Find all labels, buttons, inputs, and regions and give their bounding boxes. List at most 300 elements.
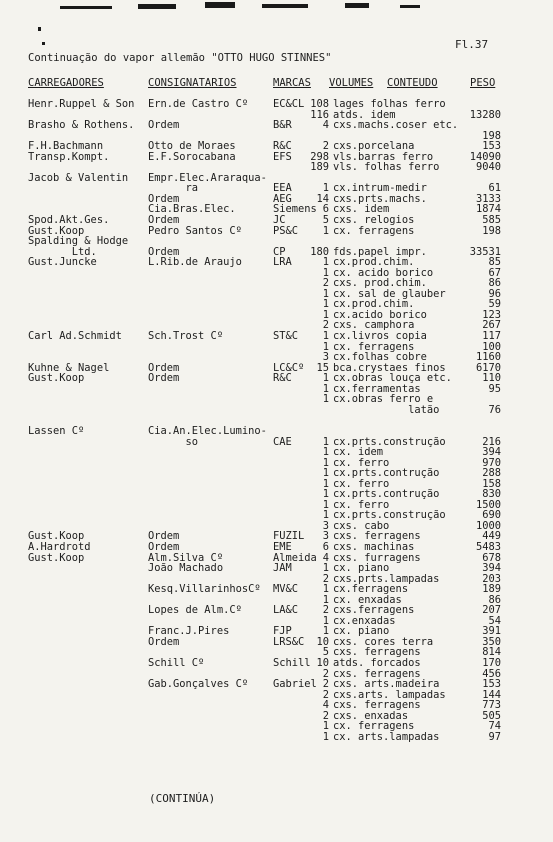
contents-cell: cx.prts.construção xyxy=(333,436,446,448)
scan-speck xyxy=(60,6,112,9)
weight-cell: 773 xyxy=(482,700,501,711)
consignee-cell: Alm.Silva Cº xyxy=(148,552,224,564)
contents-cell: cxs. machinas xyxy=(333,541,415,553)
shipper-cell: Kuhne & Nagel xyxy=(28,362,110,374)
weight-cell: 394 xyxy=(482,563,501,574)
volumes-cell: 180 xyxy=(310,246,329,258)
table-row xyxy=(0,342,553,353)
volumes-cell: 1 xyxy=(322,468,329,479)
header-volumes: VOLUMES xyxy=(329,77,374,89)
weight-cell: 85 xyxy=(488,257,501,268)
contents-cell: cxs.porcelana xyxy=(333,141,415,152)
marks-cell: Schill xyxy=(273,657,311,669)
marks-cell: Almeida xyxy=(273,552,317,564)
volumes-cell: 1 xyxy=(322,183,329,194)
volumes-cell: 1 xyxy=(322,257,329,268)
marks-cell: JAM xyxy=(273,563,292,574)
marks-cell: FJP xyxy=(273,626,292,637)
table-row xyxy=(0,690,553,701)
table-row xyxy=(0,531,553,542)
shipper-cell: F.H.Bachmann xyxy=(28,141,104,152)
volumes-cell: 1 xyxy=(322,731,329,743)
table-row xyxy=(0,521,553,532)
contents-cell: cx. sal de glauber xyxy=(333,288,446,300)
weight-cell: 3133 xyxy=(475,193,501,205)
manifest-table xyxy=(0,99,553,742)
marks-cell: LRA xyxy=(273,257,292,268)
volumes-cell: 1 xyxy=(322,267,329,279)
weight-cell: 86 xyxy=(488,594,501,606)
shipper-cell: Spalding & Hodge xyxy=(28,236,129,247)
consignee-cell: Ordem xyxy=(148,373,180,384)
contents-cell: cx.livros copia xyxy=(333,331,427,342)
volumes-cell: 1 xyxy=(322,510,329,521)
table-row xyxy=(0,574,553,585)
table-row xyxy=(0,363,553,374)
volumes-cell: 1 xyxy=(322,394,329,405)
contents-cell: cxs.machs.coser etc. xyxy=(333,120,459,131)
weight-cell: 110 xyxy=(482,373,501,384)
marks-cell: B&R xyxy=(273,120,292,131)
table-row xyxy=(0,131,553,142)
weight-cell: 97 xyxy=(488,731,501,743)
table-row xyxy=(0,278,553,289)
consignee-cell: Ordem xyxy=(148,531,180,542)
shipper-cell: Ltd. xyxy=(28,246,97,258)
volumes-cell: 2 xyxy=(322,679,329,690)
weight-cell: 100 xyxy=(482,341,501,353)
weight-cell: 1500 xyxy=(475,499,501,511)
contents-cell: cx. ferragens xyxy=(333,721,415,732)
volumes-cell: 2 xyxy=(322,141,329,152)
contents-cell: cxs. ferragens xyxy=(333,647,421,658)
consignee-cell: Ordem xyxy=(148,215,180,226)
contents-cell: cx. ferro xyxy=(333,499,390,511)
table-row xyxy=(0,204,553,215)
weight-cell: 690 xyxy=(482,510,501,521)
volumes-cell: 2 xyxy=(322,605,329,616)
volumes-cell: 2 xyxy=(322,320,329,332)
contents-cell: cx. piano xyxy=(333,563,390,574)
volumes-cell: 6 xyxy=(322,541,329,553)
contents-cell: cx. ferragens xyxy=(333,341,415,353)
table-row xyxy=(0,384,553,395)
table-row xyxy=(0,415,553,426)
table-row xyxy=(0,257,553,268)
weight-cell: 153 xyxy=(482,141,501,152)
contents-cell: atds. forcados xyxy=(333,657,421,669)
consignee-cell: Ordem xyxy=(148,636,180,648)
table-row xyxy=(0,120,553,131)
weight-cell: 14090 xyxy=(469,151,501,163)
contents-cell: cx.ferragens xyxy=(333,584,409,595)
contents-cell: cxs. ferragens xyxy=(333,668,421,680)
contents-cell: cxs. enxadas xyxy=(333,710,409,722)
weight-cell: 5483 xyxy=(475,541,501,553)
consignee-cell: Franc.J.Pires xyxy=(148,626,230,637)
shipper-cell: Gust.Juncke xyxy=(28,257,97,268)
scan-speck xyxy=(400,5,420,8)
header-marks: MARCAS xyxy=(273,77,311,89)
contents-cell: cxs. cores terra xyxy=(333,636,434,648)
volumes-cell: 2 xyxy=(322,573,329,585)
weight-cell: 449 xyxy=(482,531,501,542)
volumes-cell: 1 xyxy=(322,499,329,511)
contents-cell: cx.ferramentas xyxy=(333,383,421,395)
contents-cell: cx.prts.contrução xyxy=(333,489,440,500)
marks-cell: FUZIL xyxy=(273,531,305,542)
volumes-cell: 2 xyxy=(322,689,329,701)
consignee-cell: Ordem xyxy=(148,246,180,258)
contents-cell: bca.crystaes finos xyxy=(333,362,446,374)
marks-cell: LRS&C xyxy=(273,636,305,648)
table-row xyxy=(0,373,553,384)
table-row xyxy=(0,669,553,680)
contents-cell: cx. ferragens xyxy=(333,225,415,237)
volumes-cell: 10 xyxy=(316,657,329,669)
volumes-cell: 1 xyxy=(322,299,329,310)
header-shipper: CARREGADORES xyxy=(28,77,104,89)
volumes-cell: 6 xyxy=(322,204,329,216)
table-row xyxy=(0,226,553,237)
table-row xyxy=(0,162,553,173)
weight-cell: 585 xyxy=(482,215,501,226)
consignee-cell: Empr.Elec.Araraqua- xyxy=(148,172,267,184)
weight-cell: 54 xyxy=(488,615,501,627)
contents-cell: cx.prts.construção xyxy=(333,510,446,521)
marks-cell: CAE xyxy=(273,436,292,448)
marks-cell: LA&C xyxy=(273,605,299,616)
contents-cell: cx.obras ferro e xyxy=(333,394,434,405)
weight-cell: 6170 xyxy=(475,362,501,374)
contents-cell: cxs. cabo xyxy=(333,520,390,532)
table-row xyxy=(0,510,553,521)
contents-cell: cx.enxadas xyxy=(333,615,396,627)
table-row xyxy=(0,700,553,711)
shipper-cell: Brasho & Rothens. xyxy=(28,120,135,131)
weight-cell: 1000 xyxy=(475,520,501,532)
table-row xyxy=(0,721,553,732)
volumes-cell: 1 xyxy=(322,225,329,237)
contents-cell: cxs. relogios xyxy=(333,215,415,226)
weight-cell: 96 xyxy=(488,288,501,300)
volumes-cell: 3 xyxy=(322,520,329,532)
volumes-cell: 1 xyxy=(322,341,329,353)
marks-cell: CP xyxy=(273,246,286,258)
volumes-cell: 1 xyxy=(322,331,329,342)
weight-cell: 814 xyxy=(482,647,501,658)
shipper-cell: Gust.Koop xyxy=(28,373,85,384)
table-row xyxy=(0,141,553,152)
consignee-cell: Cia.An.Elec.Lumino- xyxy=(148,425,267,437)
volumes-cell: 1 xyxy=(322,447,329,458)
volumes-cell: 298 xyxy=(310,151,329,163)
table-row xyxy=(0,647,553,658)
volumes-cell: 14 xyxy=(316,193,329,205)
volumes-cell: 4 xyxy=(322,120,329,131)
marks-cell: R&C xyxy=(273,373,292,384)
page-number: Fl.37 xyxy=(455,38,489,51)
volumes-cell: 4 xyxy=(322,552,329,564)
contents-cell: cxs. ferragens xyxy=(333,700,421,711)
shipper-cell: Jacob & Valentin xyxy=(28,172,129,184)
contents-cell: lages folhas ferro xyxy=(333,99,446,110)
weight-cell: 61 xyxy=(488,183,501,194)
weight-cell: 830 xyxy=(482,489,501,500)
volumes-cell: 2 xyxy=(322,710,329,722)
volumes-cell: 1 xyxy=(322,457,329,469)
consignee-cell: Schill Cº xyxy=(148,657,205,669)
table-row xyxy=(0,299,553,310)
table-row xyxy=(0,183,553,194)
shipper-cell: A.Hardrotd xyxy=(28,541,91,553)
marks-cell: MV&C xyxy=(273,584,299,595)
volumes-cell: 1 xyxy=(322,594,329,606)
header-weight: PESO xyxy=(470,77,496,89)
shipper-cell: Gust.Koop xyxy=(28,531,85,542)
table-row xyxy=(0,679,553,690)
shipper-cell: Transp.Kompt. xyxy=(28,151,110,163)
volumes-cell: 2 xyxy=(322,278,329,289)
scan-speck xyxy=(345,3,369,8)
contents-cell: cx.prts.contrução xyxy=(333,468,440,479)
weight-cell: 67 xyxy=(488,267,501,279)
table-row xyxy=(0,489,553,500)
volumes-cell: 189 xyxy=(310,162,329,173)
table-row xyxy=(0,289,553,300)
table-row xyxy=(0,711,553,722)
weight-cell: 117 xyxy=(482,331,501,342)
weight-cell: 505 xyxy=(482,710,501,722)
table-row xyxy=(0,99,553,110)
contents-cell: cxs. camphora xyxy=(333,320,415,332)
volumes-cell: 108 xyxy=(310,99,329,110)
table-row xyxy=(0,110,553,121)
table-row xyxy=(0,194,553,205)
weight-cell: 9040 xyxy=(475,162,501,173)
contents-cell: cxs. arts.madeira xyxy=(333,679,440,690)
shipper-cell: Lassen Cº xyxy=(28,425,85,437)
volumes-cell: 2 xyxy=(322,668,329,680)
scan-speck xyxy=(42,42,45,45)
weight-cell: 86 xyxy=(488,278,501,289)
weight-cell: 1160 xyxy=(475,352,501,363)
table-row xyxy=(0,447,553,458)
contents-cell: latão xyxy=(333,404,440,416)
consignee-cell: L.Rib.de Araujo xyxy=(148,257,242,268)
weight-cell: 33531 xyxy=(469,246,501,258)
weight-cell: 456 xyxy=(482,668,501,680)
volumes-cell: 1 xyxy=(322,626,329,637)
shipper-cell: Henr.Ruppel & Son xyxy=(28,99,135,110)
contents-cell: fds.papel impr. xyxy=(333,246,427,258)
table-row xyxy=(0,626,553,637)
volumes-cell: 5 xyxy=(322,215,329,226)
marks-cell: PS&C xyxy=(273,225,299,237)
shipper-cell: Gust.Koop xyxy=(28,225,85,237)
marks-cell: R&C xyxy=(273,141,292,152)
contents-cell: cx.folhas cobre xyxy=(333,352,427,363)
contents-cell: cxs. furragens xyxy=(333,552,421,564)
contents-cell: cx.prod.chim. xyxy=(333,257,415,268)
contents-cell: cxs.ferragens xyxy=(333,605,415,616)
table-row xyxy=(0,595,553,606)
contents-cell: cxs.prts.lampadas xyxy=(333,573,440,585)
table-row xyxy=(0,479,553,490)
header-contents: CONTEUDO xyxy=(387,77,438,89)
marks-cell: EC&CL xyxy=(273,99,305,110)
volumes-cell: 1 xyxy=(322,489,329,500)
volumes-cell: 1 xyxy=(322,383,329,395)
table-row xyxy=(0,563,553,574)
weight-cell: 198 xyxy=(482,130,501,142)
weight-cell: 288 xyxy=(482,468,501,479)
weight-cell: 203 xyxy=(482,573,501,585)
weight-cell: 170 xyxy=(482,657,501,669)
table-row xyxy=(0,247,553,258)
table-row xyxy=(0,310,553,321)
scan-speck xyxy=(205,2,235,8)
table-row xyxy=(0,437,553,448)
table-row xyxy=(0,658,553,669)
scan-speck xyxy=(38,27,41,31)
contents-cell: cx. acido borico xyxy=(333,267,434,279)
table-row xyxy=(0,637,553,648)
weight-cell: 216 xyxy=(482,436,501,448)
shipper-cell: Spod.Akt.Ges. xyxy=(28,215,110,226)
weight-cell: 158 xyxy=(482,478,501,490)
marks-cell: Gabriel xyxy=(273,679,317,690)
consignee-cell: so xyxy=(148,436,199,448)
volumes-cell: 1 xyxy=(322,373,329,384)
table-row xyxy=(0,152,553,163)
table-row xyxy=(0,320,553,331)
volumes-cell: 4 xyxy=(322,700,329,711)
volumes-cell: 1 xyxy=(322,288,329,300)
consignee-cell: Lopes de Alm.Cº xyxy=(148,605,242,616)
contents-cell: vls.barras ferro xyxy=(333,151,434,163)
table-row xyxy=(0,331,553,342)
table-row xyxy=(0,616,553,627)
marks-cell: Siemens xyxy=(273,204,317,216)
volumes-cell: 1 xyxy=(322,615,329,627)
contents-cell: atds. idem xyxy=(333,109,396,121)
contents-cell: cx. ferro xyxy=(333,457,390,469)
contents-cell: cx. piano xyxy=(333,626,390,637)
table-row xyxy=(0,584,553,595)
shipper-cell: Carl Ad.Schmidt xyxy=(28,331,122,342)
weight-cell: 153 xyxy=(482,679,501,690)
table-row xyxy=(0,215,553,226)
contents-cell: cx. idem xyxy=(333,447,384,458)
weight-cell: 13280 xyxy=(469,109,501,121)
contents-cell: cx. ferro xyxy=(333,478,390,490)
marks-cell: JC xyxy=(273,215,286,226)
scan-speck xyxy=(262,4,308,8)
marks-cell: ST&C xyxy=(273,331,299,342)
weight-cell: 76 xyxy=(488,404,501,416)
document-title: Continuação do vapor allemão "OTTO HUGO STINNES" xyxy=(28,52,332,64)
consignee-cell: Sch.Trost Cº xyxy=(148,331,224,342)
weight-cell: 95 xyxy=(488,383,501,395)
contents-cell: cx.prod.chim. xyxy=(333,299,415,310)
scan-speck xyxy=(138,4,176,9)
table-row xyxy=(0,352,553,363)
volumes-cell: 1 xyxy=(322,563,329,574)
marks-cell: EME xyxy=(273,541,292,553)
contents-cell: cx.obras louça etc. xyxy=(333,373,452,384)
contents-cell: cxs. ferragens xyxy=(333,531,421,542)
weight-cell: 970 xyxy=(482,457,501,469)
consignee-cell: Gab.Gonçalves Cº xyxy=(148,679,249,690)
consignee-cell: Kesq.VillarinhosCº xyxy=(148,584,261,595)
contents-cell: cx.acido borico xyxy=(333,309,427,321)
weight-cell: 394 xyxy=(482,447,501,458)
consignee-cell: Otto de Moraes xyxy=(148,141,236,152)
weight-cell: 144 xyxy=(482,689,501,701)
table-row xyxy=(0,426,553,437)
marks-cell: EEA xyxy=(273,183,292,194)
table-row xyxy=(0,605,553,616)
contents-cell: cx. arts.lampadas xyxy=(333,731,440,743)
volumes-cell: 1 xyxy=(322,436,329,448)
weight-cell: 189 xyxy=(482,584,501,595)
table-row xyxy=(0,405,553,416)
continues-note: (CONTINÚA) xyxy=(149,792,216,805)
table-row xyxy=(0,458,553,469)
consignee-cell: Pedro Santos Cº xyxy=(148,225,242,237)
table-row xyxy=(0,268,553,279)
volumes-cell: 1 xyxy=(322,309,329,321)
volumes-cell: 5 xyxy=(322,647,329,658)
consignee-cell: Ordem xyxy=(148,362,180,374)
weight-cell: 267 xyxy=(482,320,501,332)
shipper-cell: Gust.Koop xyxy=(28,552,85,564)
volumes-cell: 1 xyxy=(322,721,329,732)
consignee-cell: E.F.Sorocabana xyxy=(148,151,236,163)
consignee-cell: Ordem xyxy=(148,120,180,131)
weight-cell: 74 xyxy=(488,721,501,732)
weight-cell: 391 xyxy=(482,626,501,637)
table-row xyxy=(0,542,553,553)
table-row xyxy=(0,553,553,564)
contents-cell: vls. folhas ferro xyxy=(333,162,440,173)
table-row xyxy=(0,394,553,405)
contents-cell: cxs.prts.machs. xyxy=(333,193,427,205)
weight-cell: 59 xyxy=(488,299,501,310)
volumes-cell: 1 xyxy=(322,478,329,490)
table-row xyxy=(0,500,553,511)
header-consignee: CONSIGNATARIOS xyxy=(148,77,237,89)
consignee-cell: Ern.de Castro Cº xyxy=(148,99,249,110)
volumes-cell: 10 xyxy=(316,636,329,648)
volumes-cell: 3 xyxy=(322,352,329,363)
table-row xyxy=(0,732,553,743)
contents-cell: cxs. prod.chim. xyxy=(333,278,427,289)
marks-cell: AEG xyxy=(273,193,292,205)
marks-cell: EFS xyxy=(273,151,292,163)
consignee-cell: Cia.Bras.Elec. xyxy=(148,204,236,216)
consignee-cell: ra xyxy=(148,183,199,194)
weight-cell: 198 xyxy=(482,225,501,237)
contents-cell: cxs. idem xyxy=(333,204,390,216)
volumes-cell: 3 xyxy=(322,531,329,542)
contents-cell: cx.intrum-medir xyxy=(333,183,427,194)
volumes-cell: 1 xyxy=(322,584,329,595)
consignee-cell: João Machado xyxy=(148,563,224,574)
weight-cell: 1874 xyxy=(475,204,501,216)
volumes-cell: 15 xyxy=(316,362,329,374)
